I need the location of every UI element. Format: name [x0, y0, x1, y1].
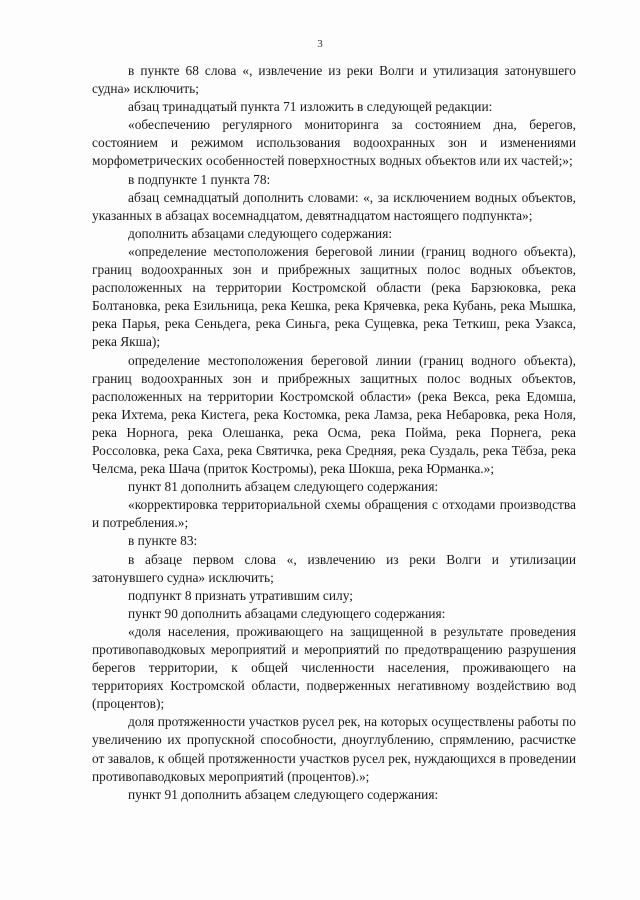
- document-body: [92, 62, 576, 804]
- paragraph: пункт 90 дополнить абзацами следующего содержания:: [128, 605, 446, 621]
- paragraph: пункт 81 дополнить абзацем следующего содержания:: [128, 479, 439, 495]
- paragraph: абзац семнадцатый дополнить словами: «, за исключением водных объектов, указанных в абзацах восемнадцатом, девятнадцатом настоящего подпункта»;: [92, 189, 576, 223]
- paragraph: дополнить абзацами следующего содержания:: [128, 225, 393, 241]
- paragraph: «корректировка территориальной схемы обращения с отходами производства и потребления.»;: [92, 497, 576, 531]
- paragraph: «доля населения, проживающего на защищенной в результате проведения противопаводковых мероприятий и мероприятий по предотвращению разрушения берегов территории, к общей численности населения, проживающего на территориях Костромской области, подверженных негативному воздействию вод (процентов);: [92, 623, 576, 712]
- paragraph: в абзаце первом слова «, извлечению из реки Волги и утилизации затонувшего судна» исключить;: [92, 551, 576, 585]
- paragraph: абзац тринадцатый пункта 71 изложить в следующей редакции:: [128, 99, 493, 115]
- paragraph: определение местоположения береговой линии (границ водного объекта), границ водоохранных зон и прибрежных защитных полос водных объектов, расположенных на территории Костромской области» (река Векса, река Едомша, река Ихтема, река Кистега, река Костомка, река Ламза, река Небаровка, река Ноля, река Норнога, река Олешанка, река Осма, река Пойма, река Порнега, река Россоловка, река Саха, река Святичка, река Средняя, река Суздаль, река Тёбза, река Челсма, река Шача (приток Костромы), река Шокша, река Юрманка.»;: [92, 352, 576, 477]
- paragraph: пункт 91 дополнить абзацем следующего содержания:: [128, 786, 439, 802]
- page-number: 3: [317, 38, 323, 50]
- paragraph: «обеспечению регулярного мониторинга за состоянием дна, берегов, состоянием и режимом использования водоохранных зон и изменениями морфометрических особенностей поверхностных водных объектов или их частей;»;: [92, 117, 576, 169]
- paragraph: доля протяженности участков русел рек, на которых осуществлены работы по увеличению их пропускной способности, дноуглублению, спрямлению, расчистке от завалов, к общей протяженности участков русел рек, нуждающихся в проведении противопаводковых мероприятий (процентов).»;: [92, 714, 576, 784]
- paragraph: подпункт 8 признать утратившим силу;: [128, 587, 353, 603]
- paragraph: в пункте 83:: [128, 533, 198, 549]
- paragraph: в пункте 68 слова «, извлечение из реки Волги и утилизация затонувшего судна» исключить;: [92, 63, 576, 97]
- paragraph: «определение местоположения береговой линии (границ водного объекта), границ водоохранных зон и прибрежных защитных полос водных объектов, расположенных на территории Костромской области (река Барзюковка, река Болтановка, река Езильница, река Кешка, река Крячевка, река Кубань, река Мышка, река Парья, река Сеньдега, река Синьга, река Сущевка, река Теткиш, река Узакса, река Якша);: [92, 243, 576, 350]
- paragraph: в подпункте 1 пункта 78:: [128, 171, 271, 187]
